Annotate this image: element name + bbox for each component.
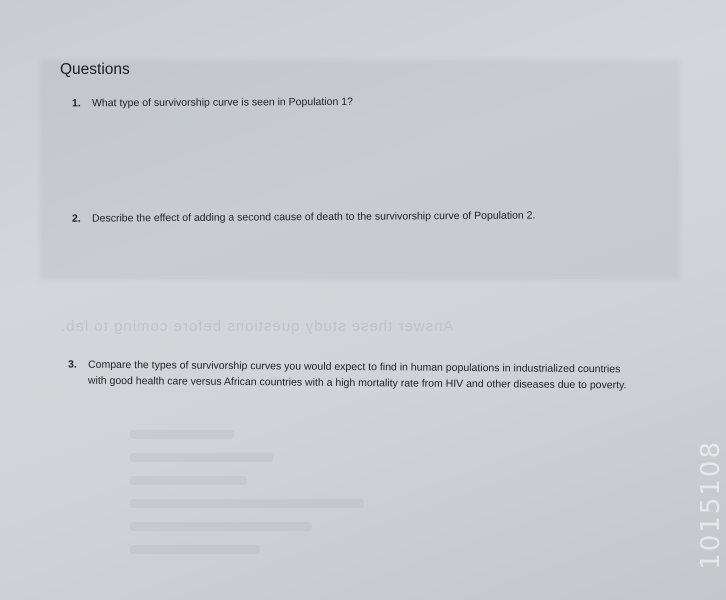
question-text: Describe the effect of adding a second cause of death to the survivorship curve of Population 2. <box>91 209 536 225</box>
question-1 <box>72 93 592 112</box>
question-number: 3. <box>68 358 77 371</box>
question-text: What type of survivorship curve is seen in Population 1? <box>91 95 353 110</box>
question-number: 1. <box>71 97 81 110</box>
question-text: Compare the types of survivorship curves you would expect to find in human populations in industrialized countries with good health care versus African countries with a high mortality rate from HIV and other diseases due to poverty. <box>87 358 627 392</box>
corner-watermark: 1015108 <box>696 440 726 570</box>
show-through-text: Answer these study questions before coming to lab. <box>60 318 454 335</box>
question-3 <box>68 357 638 394</box>
question-number: 2. <box>71 212 81 225</box>
section-heading: Questions <box>60 61 130 78</box>
show-through-lines <box>130 430 390 580</box>
